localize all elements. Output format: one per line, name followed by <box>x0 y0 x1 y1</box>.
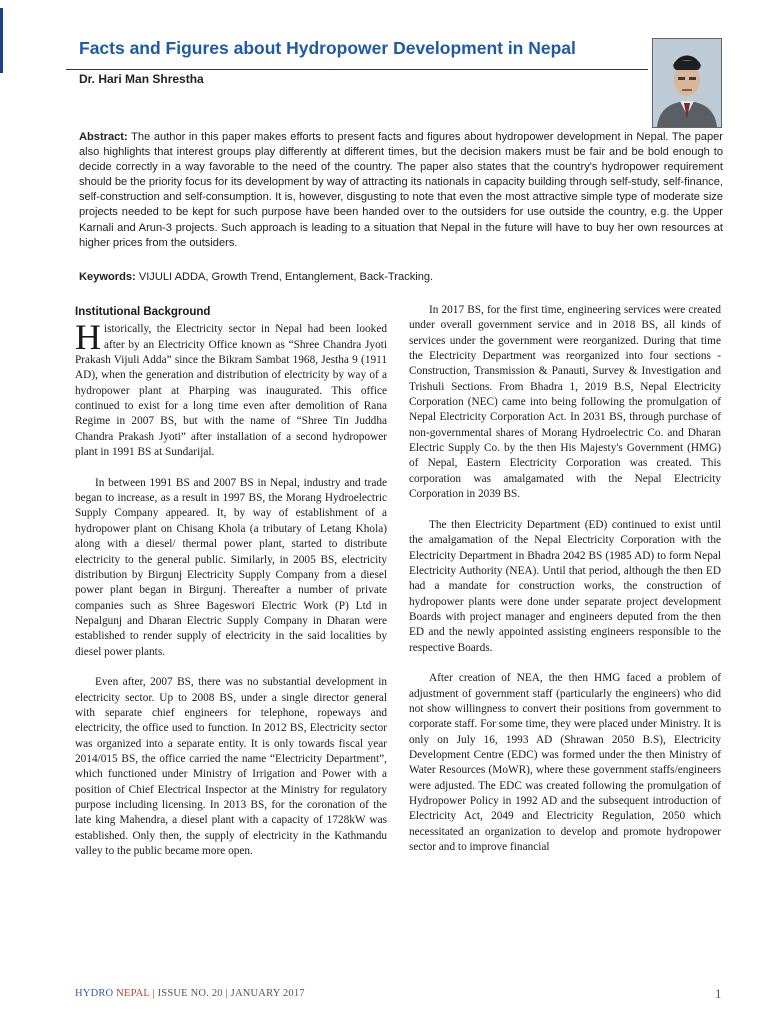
footer-brand-hydro: HYDRO <box>75 988 114 999</box>
article-title: Facts and Figures about Hydropower Development in Nepal <box>79 38 576 58</box>
keywords <box>79 271 723 283</box>
abstract <box>79 130 723 251</box>
abstract-text: The author in this paper makes efforts to present facts and figures about hydropower development in Nepal. The paper also highlights that interest groups play differently at different times, but the decision makers must be fair and be bold enough to decide correctly in a way favorable to the need of the country. The paper also states that the country's hydropower requirement should be the priority focus for its development by way of attracting its nationals in capacity building through self-study, self-finance, self-construction and self-consumption. It is, however, disgusting to note that even the most attractive simple type of moderate size projects needed to be kept for such purpose have been handed over to the outsiders for use outside the country, e.g. the Upper Karnali and Arun-3 projects. Such approach is leading to a situation that Nepal in the future will have to buy her own resources at higher prices from the outsiders. <box>79 131 723 249</box>
paragraph: Even after, 2007 BS, there was no substantial development in electricity sector. Up to 2008 BS, under a single director general with separate chief engineers for telephone, ropeways and electricity, the office used to function. In 2012 BS, Electricity sector was organized into a separate entity. It is only towards fiscal year 2014/015 BS, the office carried the name “Electricity Department”, which functioned under Ministry of Irrigation and Power with a position of Chief Electrical Inspector at the Ministry for regulatory purpose including licensing. In 2013 BS, for the coronation of the late king Mahendra, a diesel plant with a capacity of 1728kW was established. Only then, the supply of electricity in the Kathmandu valley to the public became more open. <box>75 676 387 858</box>
author-name: Dr. Hari Man Shrestha <box>79 72 204 86</box>
keywords-text: VIJULI ADDA, Growth Trend, Entanglement, Back-Tracking. <box>138 271 434 283</box>
author-photo <box>652 38 722 128</box>
abstract-label: Abstract: <box>79 131 128 143</box>
drop-cap: H <box>75 317 101 358</box>
left-column <box>75 305 387 859</box>
edge-marker <box>0 8 3 73</box>
footer-issue: | ISSUE NO. 20 | JANUARY 2017 <box>152 988 305 999</box>
paragraph <box>75 317 387 460</box>
paragraph-text: istorically, the Electricity sector in Nepal had been looked after by an Electricity Office known as “Shree Chandra Jyoti Prakash Vijuli Adda” since the Bikram Sambat 1968, Jestha 9 (1911 AD), when the generation and distribution of electricity by way of a hydropower plant at Pharping was inaugurated. This office continued to exist for a long time even after demolition of Rana Regime in 2007 BS, but with the name of “Shree Tin Juddha Chandra Prakash Jyoti” after installation of a second hydropower plant in 1991 BS at Sundarijal. <box>75 323 387 459</box>
section-heading: Institutional Background <box>75 306 211 318</box>
title-rule <box>66 69 648 70</box>
paragraph: After creation of NEA, the then HMG faced a problem of adjustment of government staff (particularly the engineers) who did not show willingness to convert their positions from government to corporate staff. For some time, they were placed under Ministry. It is only on July 16, 1993 AD (Shrawan 2050 B.S), Electricity Development Centre (EDC) was formed under the then Ministry of Water Resources (MoWR), where these government staffs/engineers were adjusted. The EDC was created following the promulgation of Hydropower Policy in 1992 AD and the subsequent introduction of Electricity Act, 2049 and Electricity Regulation, 2050 which necessitated an organization to develop and promote hydropower sector and to improve financial <box>409 672 721 854</box>
page-number: 1 <box>715 986 722 1001</box>
paragraph: In 2017 BS, for the first time, engineering services were created under overall government service and in 2018 BS, all kinds of services under the government were reorganized. During that time the Electricity Department was reorganized into four sections - Construction, Transmission & Panauti, Survey & Investigation and Trishuli Sections. From Bhadra 1, 2019 B.S, Nepal Electricity Corporation (NEC) came into being following the promulgation of Nepal Electricity Corporation Act. In 2031 BS, through purchase of non-governmental shares of Morang Hydroelectric Co. and Dharan Electric Supply Co. by the then His Majesty's Government (HMG) of Nepal, Eastern Electricity Corporation was created. This corporation was amalgamated with the Nepal Electricity Corporation in 2039 BS. <box>409 304 721 501</box>
footer-brand-nepal: NEPAL <box>116 988 150 999</box>
keywords-label: Keywords: <box>79 271 136 283</box>
paragraph: The then Electricity Department (ED) continued to exist until the amalgamation of the Nepal Electricity Corporation with the Electricity Department in Bhadra 2042 BS (1985 AD) to form Nepal Electricity Authority (NEA). Until that period, although the then ED had a mandate for construction works, the construction of hydropower plants were done under separate project development Boards with project manager and engineers deputed from the then ED and the newly appointed assisting engineers responsible to the respective Boards. <box>409 518 721 654</box>
paragraph: In between 1991 BS and 2007 BS in Nepal, industry and trade began to increase, as a result in 1997 BS, the Morang Hydroelectric Supply Company appeared. It, by way of establishment of a hydropower plant on Chisang Khola (a tributary of Letang Khola) along with a diesel/ thermal power plant, started to distribute electricity to the general public. Similarly, in 2005 BS, electricity distribution by Birgunj Electricity Supply Company from a diesel power plant began in Birgunj. Thereafter a number of private companies such as Shree Bageswori Electric Work (P) Ltd in Nepalgunj and Dharan Electric Supply Company in Dharan were established to render supply of electricity in the said localities by diesel power plants. <box>75 476 387 658</box>
footer <box>75 988 305 999</box>
right-column <box>409 303 721 855</box>
